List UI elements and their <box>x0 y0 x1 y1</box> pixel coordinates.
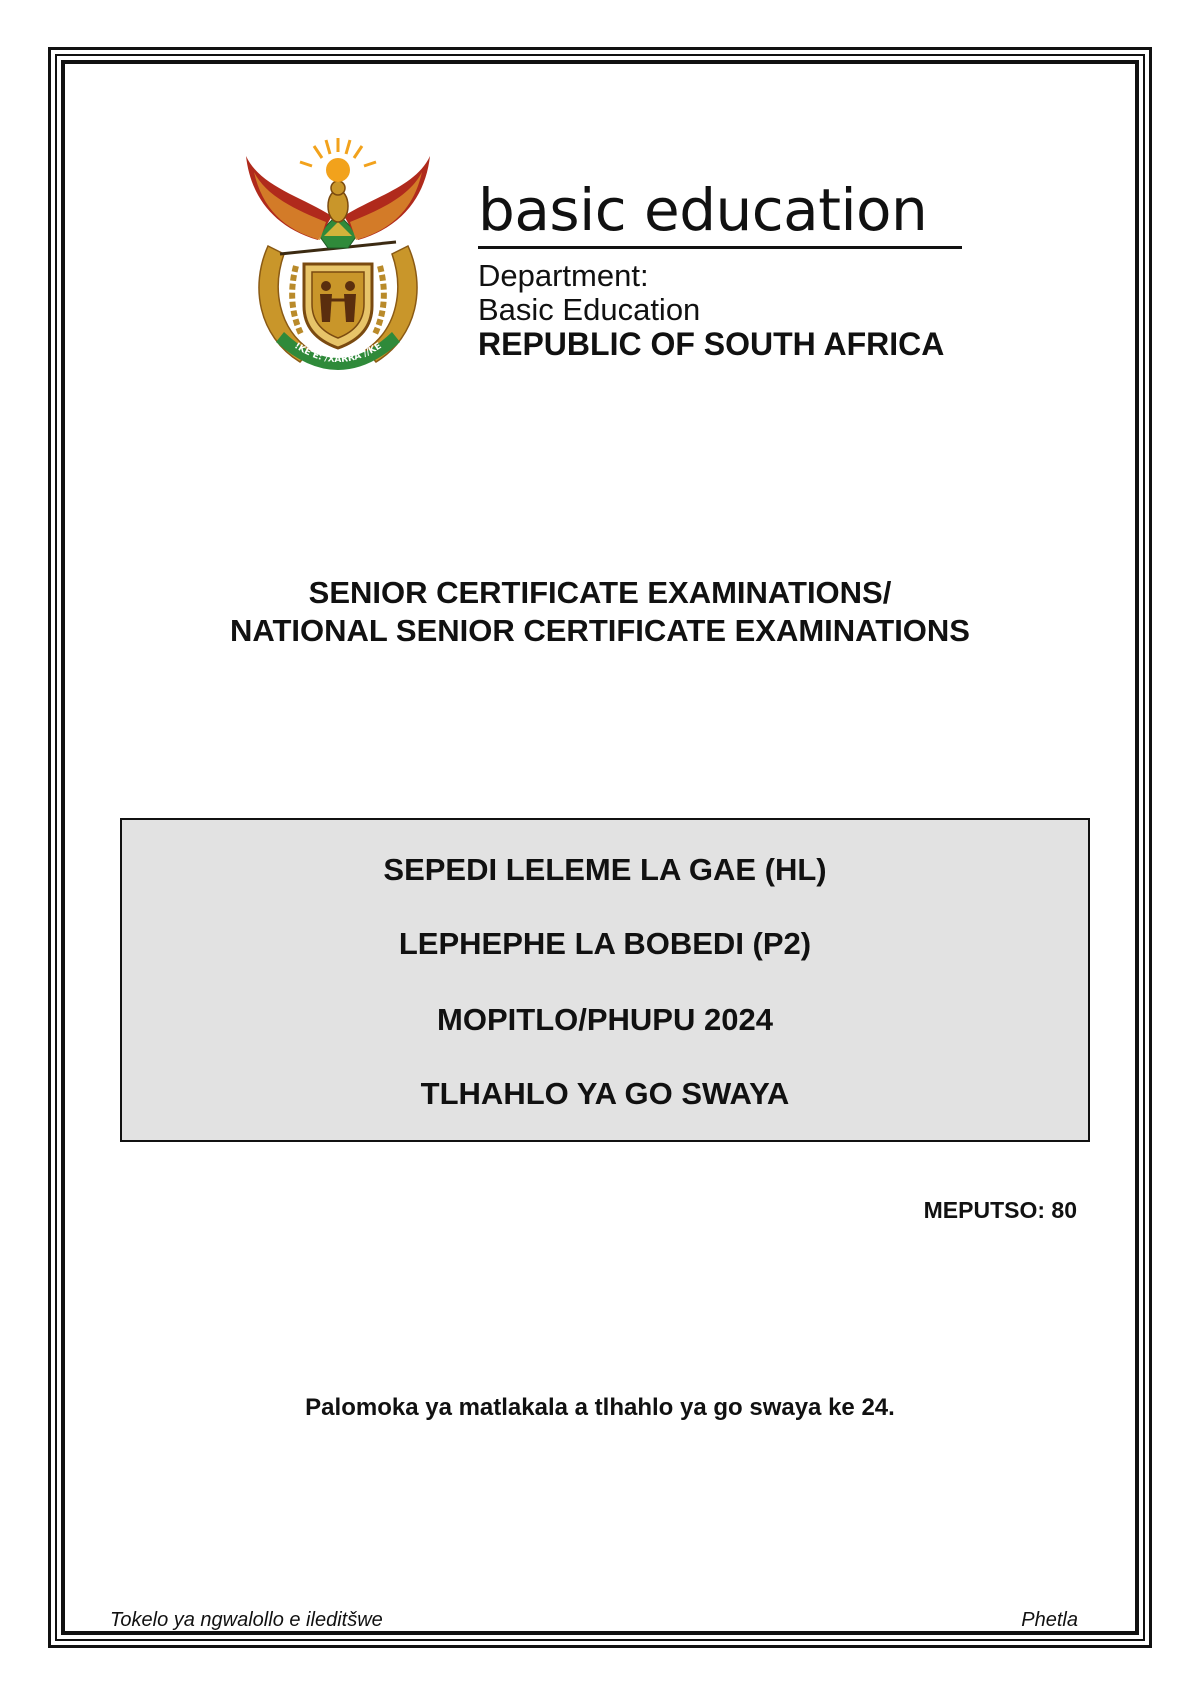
svg-text:!KE E: /XARRA //KE: !KE E: /XARRA //KE <box>292 341 384 366</box>
exam-heading-line2: NATIONAL SENIOR CERTIFICATE EXAMINATIONS <box>230 613 970 648</box>
department-label: Department: <box>478 258 649 293</box>
subject-box <box>120 818 1090 1142</box>
exam-heading <box>60 574 1140 650</box>
page-count-note: Palomoka ya matlakala a tlhahlo ya go swaya ke 24. <box>305 1394 895 1421</box>
exam-session: MOPITLO/PHUPU 2024 <box>437 1002 773 1037</box>
brand-title: basic education <box>478 176 928 244</box>
copyright-notice: Tokelo ya ngwalollo e ileditšwe <box>110 1609 383 1631</box>
document-type: TLHAHLO YA GO SWAYA <box>420 1076 790 1111</box>
department-name: Basic Education <box>478 292 701 327</box>
paper-number: LEPHEPHE LA BOBEDI (P2) <box>398 926 812 961</box>
country-name: REPUBLIC OF SOUTH AFRICA <box>478 326 945 362</box>
exam-heading-line1: SENIOR CERTIFICATE EXAMINATIONS/ <box>308 575 892 610</box>
department-brand <box>478 178 962 361</box>
total-marks: MEPUTSO: 80 <box>923 1197 1077 1223</box>
coat-of-arms-logo <box>240 136 436 382</box>
brand-underline <box>478 246 962 249</box>
subject-title: SEPEDI LELEME LA GAE (HL) <box>383 852 827 887</box>
turn-over-note: Phetla <box>1021 1609 1078 1631</box>
